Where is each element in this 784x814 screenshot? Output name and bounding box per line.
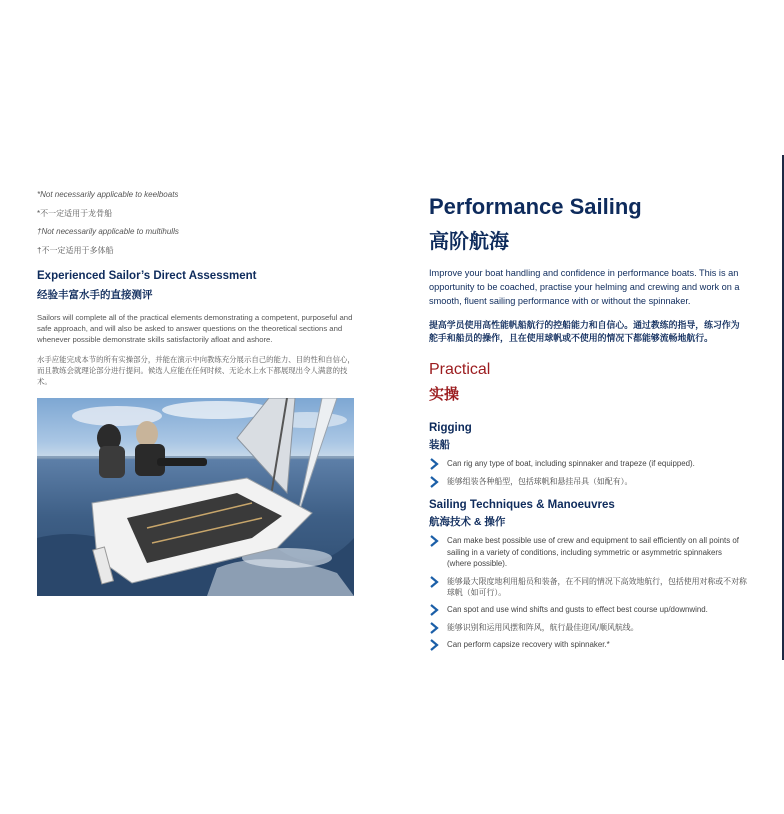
page-title-cn: 高阶航海 (429, 231, 509, 254)
techniques-list (429, 535, 747, 651)
chevron-right-icon (429, 576, 439, 588)
list-item (429, 604, 747, 615)
assessment-body-cn: 水手应能完成本节的所有实操部分，并能在演示中向教练充分展示自己的能力、目的性和自信心，而且教练会就理论部分进行提问。候选人应能在任何时候、无论水上水下都展现出令人满意的技术。 (37, 355, 355, 387)
assessment-heading: Experienced Sailor’s Direct Assessment (37, 270, 257, 283)
list-item-text: Can spot and use wind shifts and gusts to effect best course up/downwind. (447, 605, 708, 615)
intro-text-cn: 提高学员使用高性能帆船航行的控船能力和自信心。通过教练的指导，练习作为舵手和船员的操作，且在使用球帆或不使用的情况下都能够流畅地航行。 (429, 319, 740, 343)
techniques-heading: Sailing Techniques & Manoeuvres (429, 499, 615, 512)
practical-heading: Practical (429, 361, 491, 379)
footnote-multihulls-cn: †不一定适用于多体船 (37, 245, 114, 255)
list-item-text: 能够识别和运用风摆和阵风，航行最佳迎风/顺风航线。 (447, 622, 639, 632)
left-column (37, 190, 355, 596)
chevron-right-icon (429, 622, 439, 634)
footnote-keelboats: *Not necessarily applicable to keelboats (37, 190, 179, 199)
assessment-body: Sailors will complete all of the practical elements demonstrating a competent, purposeful and safe approach, and will also be asked to answer questions on the theoretical sections and whenever possible demonstrate skills satisfactorily afloat and ashore. (37, 312, 353, 345)
chevron-right-icon (429, 604, 439, 616)
list-item-text: 能够组装各种船型，包括球帆和悬挂吊具（如配有）。 (447, 476, 633, 486)
list-item-text: Can make best possible use of crew and equipment to sail efficiently on all points of sailing in a variety of conditions, including symmetric or asymmetric spinnakers (where possible). (447, 536, 739, 569)
techniques-heading-cn: 航海技术 & 操作 (429, 516, 506, 529)
intro-text: Improve your boat handling and confidence in performance boats. This is an opportunity to be coached, practise your helming and crewing and work on a smooth, fluent sailing performance with or without the spinnaker. (429, 268, 740, 306)
chevron-right-icon (429, 476, 439, 488)
photo-illustration (37, 398, 354, 596)
page-title: Performance Sailing (429, 194, 642, 219)
list-item (429, 476, 747, 487)
list-item (429, 622, 747, 633)
footnote-multihulls: †Not necessarily applicable to multihulls (37, 227, 179, 237)
sailing-dinghy-photo (37, 398, 354, 596)
assessment-heading-cn: 经验丰富水手的直接测评 (37, 288, 153, 301)
list-item-text: Can rig any type of boat, including spinnaker and trapeze (if equipped). (447, 459, 695, 469)
footnote-keelboats-cn: *不一定适用于龙骨船 (37, 208, 113, 218)
list-item (429, 639, 747, 650)
chevron-right-icon (429, 639, 439, 651)
list-item (429, 576, 747, 599)
list-item (429, 535, 747, 569)
rigging-heading-cn: 装船 (429, 439, 450, 452)
rigging-heading: Rigging (429, 422, 472, 435)
chevron-right-icon (429, 535, 439, 547)
rigging-list (429, 458, 747, 487)
list-item-text: Can perform capsize recovery with spinnaker.* (447, 640, 610, 650)
right-column (429, 195, 747, 657)
list-item (429, 458, 747, 469)
practical-heading-cn: 实操 (429, 386, 460, 404)
list-item-text: 能够最大限度地利用船员和装备，在不同的情况下高效地航行，包括使用对称或不对称球帆（如可行）。 (447, 576, 747, 598)
chevron-right-icon (429, 458, 439, 470)
